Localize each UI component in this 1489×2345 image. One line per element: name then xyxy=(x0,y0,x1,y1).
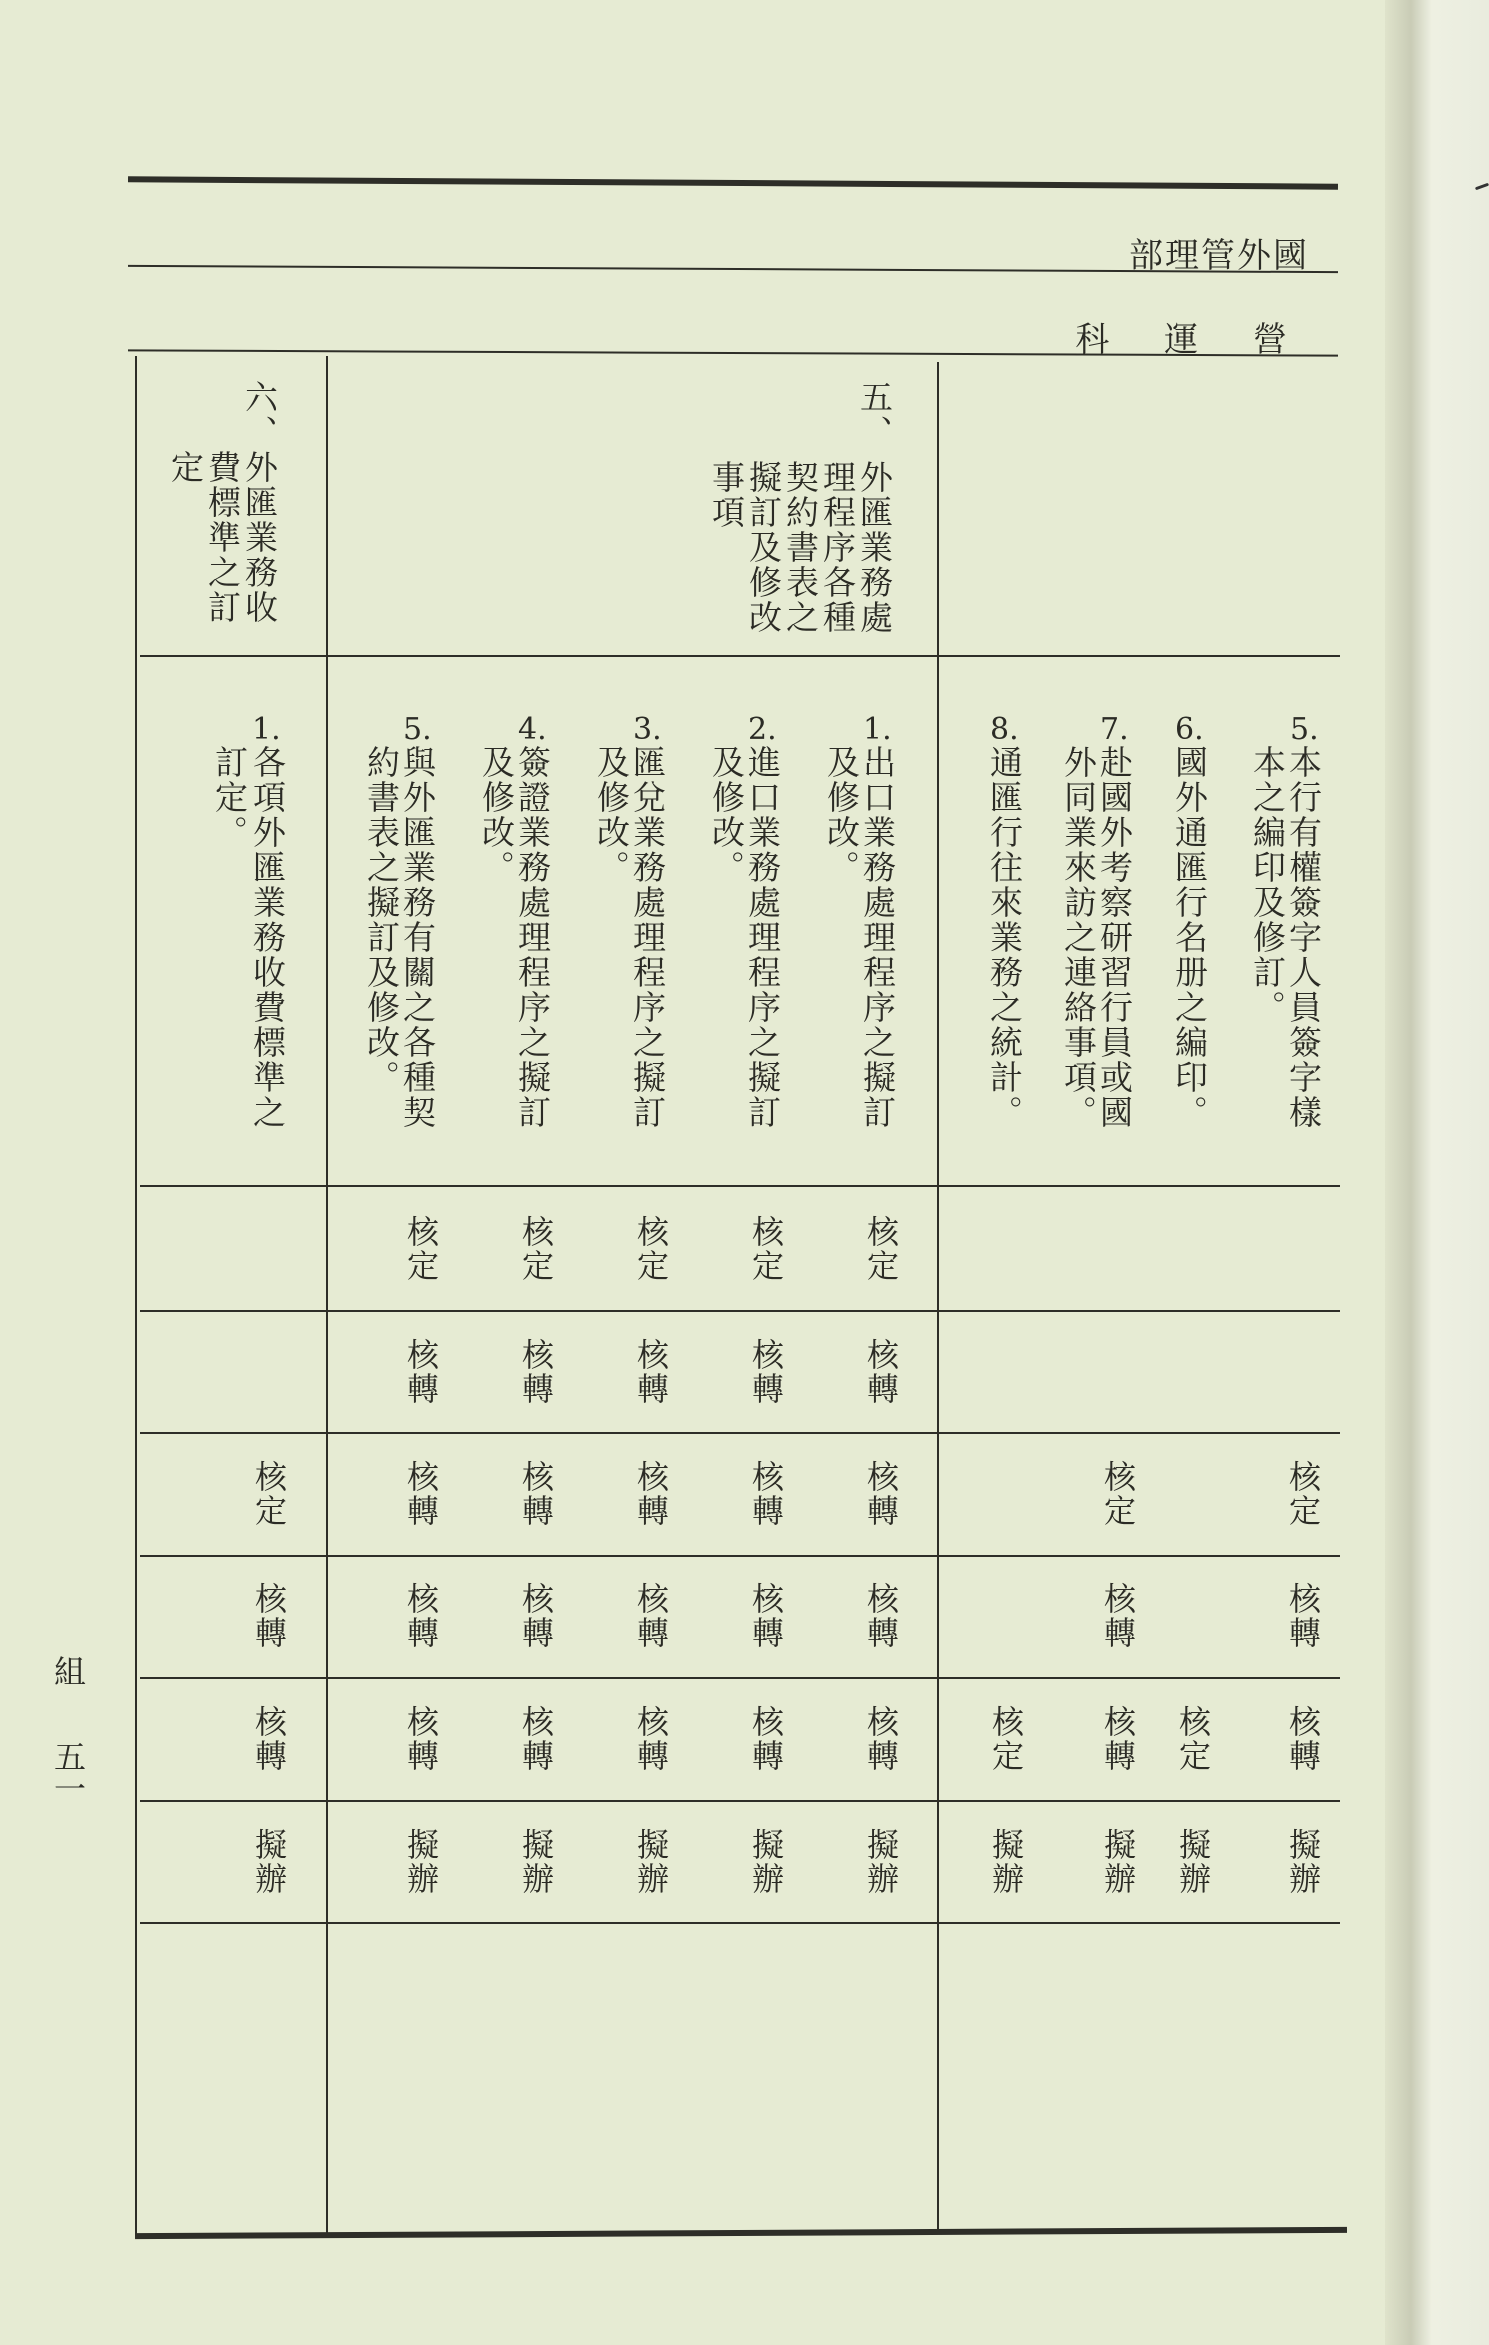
group-5-heading-line: 事項 xyxy=(707,460,746,530)
authority-cell: 核定 xyxy=(250,1460,288,1528)
authority-cell: 核轉 xyxy=(747,1582,785,1650)
department-title: 國外管理部 xyxy=(1129,236,1309,276)
authority-cell: 核定 xyxy=(1099,1460,1137,1528)
item-text: 訂定。 xyxy=(210,745,249,850)
item-text: 與外匯業務有關之各種契 xyxy=(398,745,437,1130)
authority-cell: 核轉 xyxy=(632,1460,670,1528)
item-text: 及修改。 xyxy=(477,745,516,885)
item-text: 匯兌業務處理程序之擬訂 xyxy=(628,745,667,1130)
authority-cell: 核定 xyxy=(862,1215,900,1283)
group-6-heading-line: 定 xyxy=(166,450,205,485)
authority-cell: 核轉 xyxy=(517,1705,555,1773)
authority-cell: 核轉 xyxy=(402,1705,440,1773)
item-text: 通匯行往來業務之統計。 xyxy=(985,745,1024,1130)
margin-label: 組 xyxy=(49,1655,87,1687)
item-number: 5. xyxy=(1290,712,1319,747)
item-number: 2. xyxy=(748,712,777,747)
item-text: 進口業務處理程序之擬訂 xyxy=(743,745,782,1130)
item-text: 國外通匯行名册之編印。 xyxy=(1170,745,1209,1130)
authority-cell: 核轉 xyxy=(402,1460,440,1528)
authority-cell: 核定 xyxy=(632,1215,670,1283)
row-rule-items xyxy=(140,1185,1340,1187)
authority-cell: 擬辦 xyxy=(632,1828,670,1896)
item-text: 及修改。 xyxy=(707,745,746,885)
authority-cell: 核轉 xyxy=(517,1338,555,1406)
authority-cell: 擬辦 xyxy=(402,1828,440,1896)
item-text: 簽證業務處理程序之擬訂 xyxy=(513,745,552,1130)
authority-cell: 核轉 xyxy=(747,1705,785,1773)
row-rule-heading xyxy=(140,655,1340,657)
item-text: 外同業來訪之連絡事項。 xyxy=(1059,745,1098,1130)
authority-cell: 擬辦 xyxy=(862,1828,900,1896)
item-number: 5. xyxy=(403,712,432,747)
row-rule-a4 xyxy=(140,1677,1340,1679)
item-text: 及修改。 xyxy=(592,745,631,885)
group-6-heading-num: 六、 xyxy=(240,380,279,450)
group-5-heading-line: 外匯業務處 xyxy=(855,460,894,635)
item-number: 1. xyxy=(252,712,281,747)
authority-cell: 核轉 xyxy=(1099,1582,1137,1650)
authority-cell: 核轉 xyxy=(632,1338,670,1406)
item-text: 本行有權簽字人員簽字樣 xyxy=(1284,745,1323,1130)
authority-cell: 核轉 xyxy=(517,1582,555,1650)
page-number: 五一 xyxy=(49,1740,87,1804)
authority-cell: 核轉 xyxy=(862,1582,900,1650)
authority-cell: 擬辦 xyxy=(250,1828,288,1896)
authority-cell: 核轉 xyxy=(1284,1582,1322,1650)
section-title: 營 運 科 xyxy=(1075,320,1309,360)
authority-cell: 擬辦 xyxy=(1174,1828,1212,1896)
authority-cell: 核定 xyxy=(987,1705,1025,1773)
item-number: 8. xyxy=(990,712,1019,747)
authority-cell: 核轉 xyxy=(862,1705,900,1773)
group-6-heading-line: 費標準之訂 xyxy=(203,450,242,625)
item-text: 赴國外考察研習行員或國 xyxy=(1095,745,1134,1130)
authority-cell: 核轉 xyxy=(250,1705,288,1773)
authority-cell: 核轉 xyxy=(632,1705,670,1773)
authority-cell: 核轉 xyxy=(632,1582,670,1650)
authority-cell: 擬辦 xyxy=(987,1828,1025,1896)
group-5-heading-line: 契約書表之 xyxy=(781,460,820,635)
item-text: 本之編印及修訂。 xyxy=(1248,745,1287,1025)
authority-cell: 擬辦 xyxy=(747,1828,785,1896)
authority-cell: 核定 xyxy=(1284,1460,1322,1528)
row-rule-a2 xyxy=(140,1432,1340,1434)
item-number: 3. xyxy=(633,712,662,747)
item-number: 4. xyxy=(518,712,547,747)
adjacent-page-edge xyxy=(1385,0,1489,2345)
authority-cell: 核轉 xyxy=(250,1582,288,1650)
authority-cell: 核轉 xyxy=(747,1338,785,1406)
group-5-heading-line: 擬訂及修改 xyxy=(744,460,783,635)
table-left-border xyxy=(135,356,137,2236)
row-rule-a3 xyxy=(140,1555,1340,1557)
item-text: 各項外匯業務收費標準之 xyxy=(248,745,287,1130)
authority-cell: 核定 xyxy=(747,1215,785,1283)
group-5-heading-line: 理程序各種 xyxy=(818,460,857,635)
item-number: 7. xyxy=(1100,712,1129,747)
authority-cell: 核轉 xyxy=(747,1460,785,1528)
item-text: 出口業務處理程序之擬訂 xyxy=(858,745,897,1130)
item-text: 及修改。 xyxy=(822,745,861,885)
authority-cell: 核轉 xyxy=(402,1582,440,1650)
item-number: 6. xyxy=(1175,712,1204,747)
item-number: 1. xyxy=(863,712,892,747)
authority-cell: 核轉 xyxy=(402,1338,440,1406)
authority-cell: 核定 xyxy=(402,1215,440,1283)
group-5-heading-num: 五、 xyxy=(855,380,894,450)
divider-group5-cont xyxy=(937,362,939,2230)
row-rule-a1 xyxy=(140,1310,1340,1312)
authority-cell: 核定 xyxy=(517,1215,555,1283)
top-thick-rule xyxy=(128,176,1338,189)
authority-cell: 核轉 xyxy=(517,1460,555,1528)
row-rule-a5 xyxy=(140,1800,1340,1802)
authority-cell: 擬辦 xyxy=(1284,1828,1322,1896)
authority-cell: 核轉 xyxy=(1284,1705,1322,1773)
authority-cell: 核定 xyxy=(1174,1705,1212,1773)
authority-cell: 擬辦 xyxy=(517,1828,555,1896)
divider-group6-group5 xyxy=(326,356,328,2236)
authority-cell: 擬辦 xyxy=(1099,1828,1137,1896)
item-text: 約書表之擬訂及修改。 xyxy=(362,745,401,1095)
bottom-thick-rule xyxy=(135,2227,1347,2239)
authority-cell: 核轉 xyxy=(1099,1705,1137,1773)
row-rule-a6 xyxy=(140,1922,1340,1924)
authority-cell: 核轉 xyxy=(862,1338,900,1406)
group-6-heading-line: 外匯業務收 xyxy=(240,450,279,625)
authority-cell: 核轉 xyxy=(862,1460,900,1528)
